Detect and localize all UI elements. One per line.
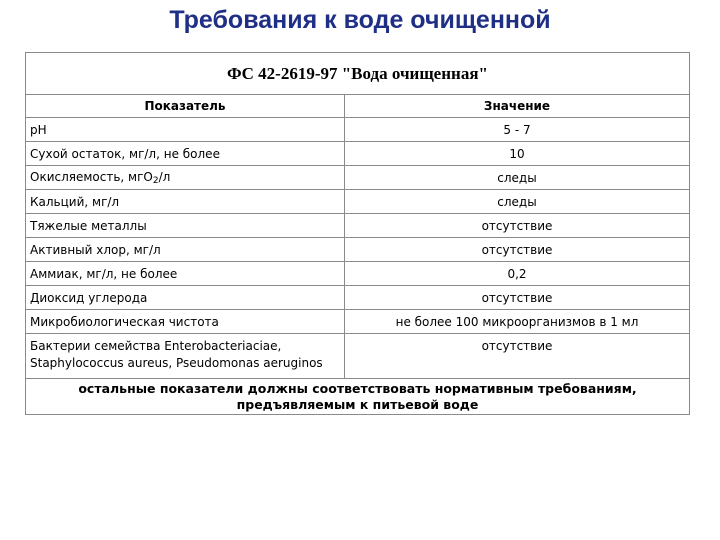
- indicator-cell: [26, 166, 345, 190]
- indicator-cell: Кальций, мг/л: [26, 190, 345, 214]
- table-row: [26, 166, 690, 190]
- indicator-cell: Микробиологическая чистота: [26, 310, 345, 334]
- value-cell: 10: [345, 142, 690, 166]
- table-row: [26, 190, 690, 214]
- table-row: [26, 142, 690, 166]
- indicator-cell: [26, 334, 345, 379]
- table-header-row: [26, 95, 690, 118]
- indicator-cell: Сухой остаток, мг/л, не более: [26, 142, 345, 166]
- footnote: [26, 379, 690, 415]
- value-cell: следы: [345, 190, 690, 214]
- value-cell: следы: [345, 166, 690, 190]
- indicator-cell: Диоксид углерода: [26, 286, 345, 310]
- table-row: [26, 214, 690, 238]
- value-cell: отсутствие: [345, 214, 690, 238]
- standards-table: [25, 52, 690, 415]
- column-header-value: Значение: [345, 95, 690, 118]
- table-row: [26, 238, 690, 262]
- value-cell: отсутствие: [345, 286, 690, 310]
- indicator-cell: Активный хлор, мг/л: [26, 238, 345, 262]
- column-header-indicator: Показатель: [26, 95, 345, 118]
- indicator-cell: pH: [26, 118, 345, 142]
- page-title: Требования к воде очищенной: [169, 6, 551, 34]
- indicator-cell: Аммиак, мг/л, не более: [26, 262, 345, 286]
- subscript-text: 2: [152, 175, 159, 186]
- indicator-cell: Тяжелые металлы: [26, 214, 345, 238]
- footnote-row: [26, 379, 690, 415]
- value-cell: 5 - 7: [345, 118, 690, 142]
- indicator-line: Бактерии семейства Enterobacteriaciae,: [30, 339, 282, 353]
- indicator-text: Окисляемость, мгО: [30, 169, 153, 184]
- table-row: [26, 286, 690, 310]
- table-caption: ФС 42-2619-97 "Вода очищенная": [26, 53, 690, 95]
- indicator-line: Staphylococcus aureus, Pseudomonas aeruginos: [30, 356, 323, 370]
- table-row: [26, 118, 690, 142]
- table-row: [26, 334, 690, 379]
- footnote-line: предъявляемым к питьевой воде: [236, 397, 479, 412]
- table-caption-row: [26, 53, 690, 95]
- value-cell: 0,2: [345, 262, 690, 286]
- footnote-line: остальные показатели должны соответствовать нормативным требованиям,: [78, 381, 637, 396]
- value-cell: отсутствие: [345, 334, 690, 379]
- indicator-unit: /л: [158, 169, 171, 184]
- value-cell: не более 100 микроорганизмов в 1 мл: [345, 310, 690, 334]
- table-row: [26, 310, 690, 334]
- table-row: [26, 262, 690, 286]
- value-cell: отсутствие: [345, 238, 690, 262]
